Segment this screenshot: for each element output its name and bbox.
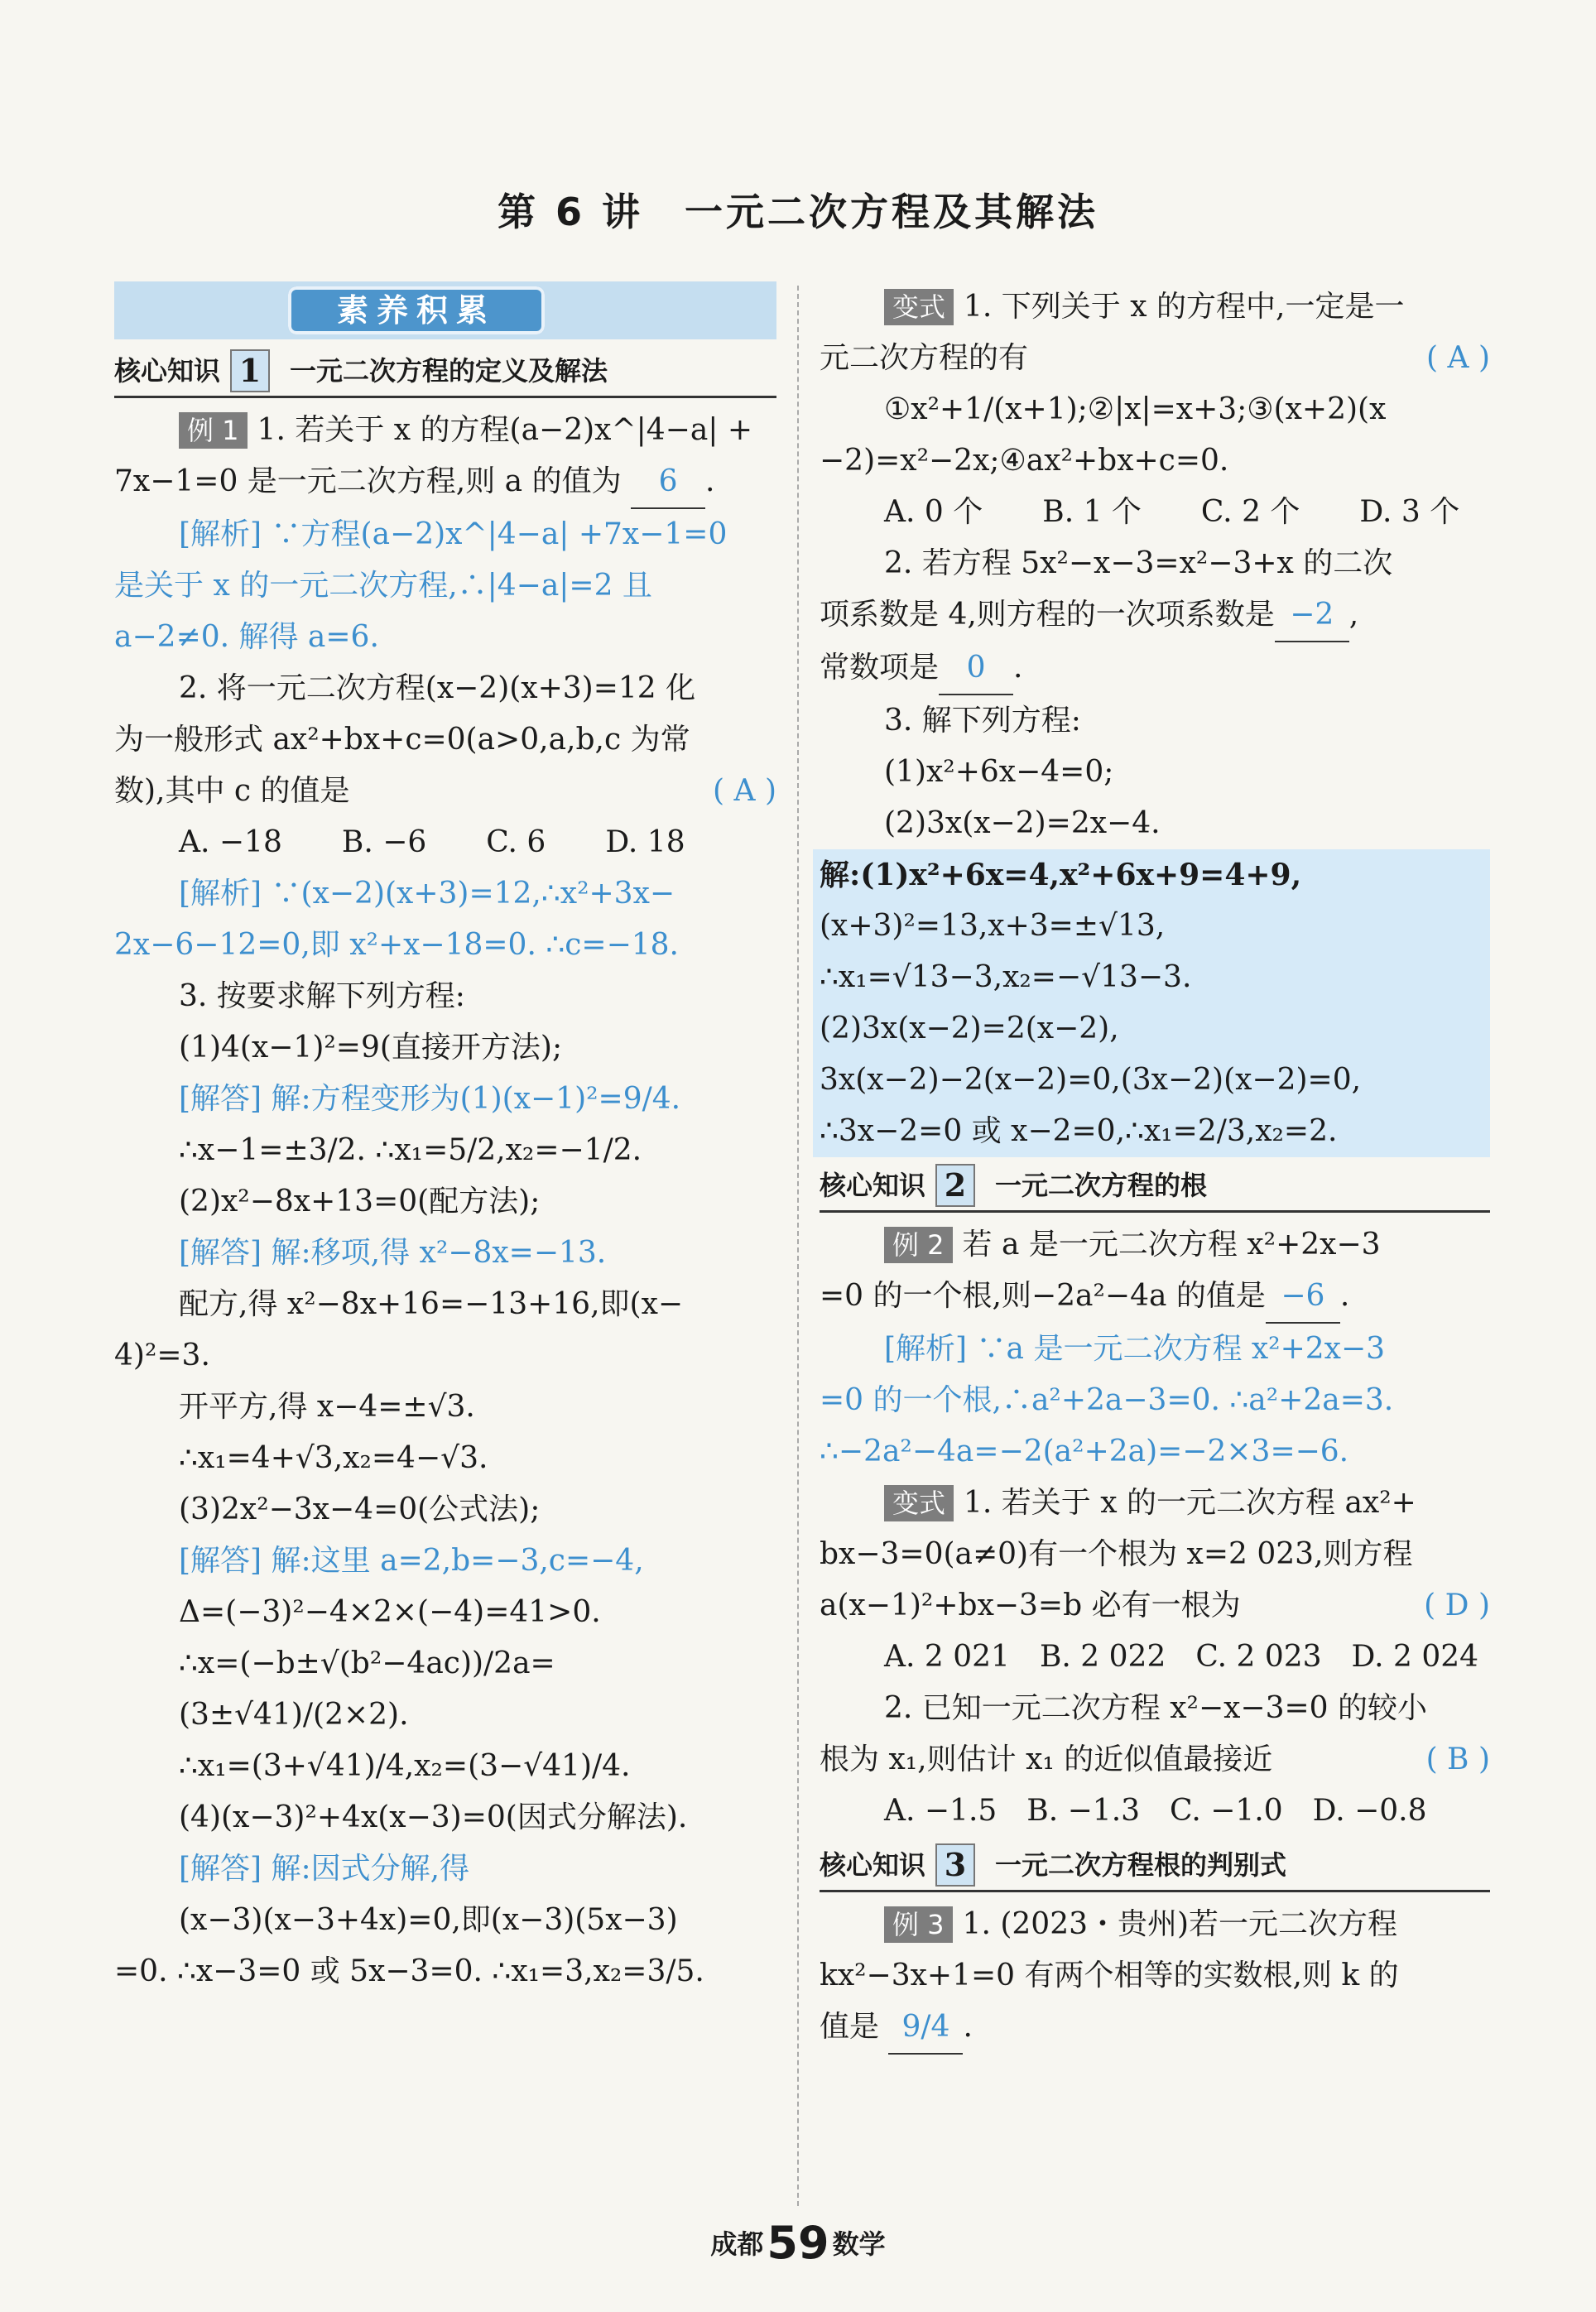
solution-line: [解答] 解:方程变形为(1)(x−1)²=9/4.: [179, 1082, 681, 1116]
page-footer: [0, 2217, 1596, 2269]
text-span: 根为 x₁,则估计 x₁ 的近似值最接近: [820, 1742, 1273, 1776]
knowledge-title: 一元二次方程的定义及解法: [290, 355, 608, 387]
text-line: 1. 若关于 x 的方程(a−2)x^|4−a| +: [257, 413, 753, 447]
choice-answer: ( B ): [1425, 1742, 1490, 1776]
answer-blank: −6: [1266, 1271, 1340, 1324]
text-line: 2. 将一元二次方程(x−2)(x+3)=12 化: [179, 671, 696, 705]
choice-answer: ( D ): [1424, 1589, 1490, 1622]
banner-label: 素养积累: [288, 286, 545, 334]
left-column: [114, 281, 776, 1997]
text-line: [820, 1734, 1490, 1786]
text-line: kx²−3x+1=0 有两个相等的实数根,则 k 的: [820, 1959, 1399, 1992]
answer-blank: 0: [939, 642, 1013, 695]
solution-line: ∴x₁=√13−3,x₂=−√13−3.: [820, 960, 1192, 994]
text-line: 2. 已知一元二次方程 x²−x−3=0 的较小: [884, 1691, 1428, 1725]
solution-line: 配方,得 x²−8x+16=−13+16,即(x−: [179, 1287, 684, 1321]
analysis-line: =0 的一个根,∴a²+2a−3=0. ∴a²+2a=3.: [820, 1383, 1394, 1417]
solution-line: [解答] 解:因式分解,得: [179, 1852, 470, 1886]
solution-line: ∴x=(−b±√(b²−4ac))/2a=(3±√41)/(2×2).: [179, 1646, 555, 1732]
footer-city: 成都: [710, 2228, 764, 2260]
choice-answer: ( A ): [1426, 341, 1490, 375]
solution-line: 4)²=3.: [114, 1339, 210, 1372]
analysis-line: a−2≠0. 解得 a=6.: [114, 620, 379, 654]
text-span: 7x−1=0 是一元二次方程,则 a 的值为: [114, 464, 622, 498]
page-number: 59: [767, 2217, 829, 2269]
options-line: A. −1.5 B. −1.3 C. −1.0 D. −0.8: [884, 1794, 1427, 1828]
analysis-line: [解析] ∵a 是一元二次方程 x²+2x−3: [884, 1332, 1386, 1366]
answer-blank: 9/4: [888, 2002, 963, 2055]
knowledge-header-2: [820, 1162, 1490, 1213]
knowledge-header-1: [114, 348, 776, 398]
solution-line: ∴x₁=(3+√41)/4,x₂=(3−√41)/4.: [179, 1749, 631, 1783]
text-line: (2)3x(x−2)=2x−4.: [884, 806, 1161, 840]
knowledge-title: 一元二次方程的根: [995, 1170, 1208, 1201]
solution-box: [813, 849, 1490, 1157]
solution-line: ∴x₁=4+√3,x₂=4−√3.: [179, 1441, 488, 1475]
analysis-line: ∴−2a²−4a=−2(a²+2a)=−2×3=−6.: [820, 1435, 1349, 1468]
analysis-line: 2x−6−12=0,即 x²+x−18=0. ∴c=−18.: [114, 928, 679, 962]
text-line: 3. 解下列方程:: [884, 704, 1081, 738]
text-line: [820, 333, 1490, 384]
text-span: 常数项是: [820, 651, 940, 685]
solution-line: (x+3)²=13,x+3=±√13,: [820, 909, 1166, 943]
knowledge-header-3: [820, 1842, 1490, 1892]
solution-line: ∴x−1=±3/2. ∴x₁=5/2,x₂=−1/2.: [179, 1133, 642, 1167]
text-line: 7x−1=0 是一元二次方程,则 a 的值为 6 .: [114, 456, 776, 509]
analysis-line: [解析] ∵(x−2)(x+3)=12,∴x²+3x−: [179, 877, 675, 911]
knowledge-label: 核心知识: [820, 1170, 926, 1201]
page-title: 第 6 讲 一元二次方程及其解法: [497, 190, 1099, 234]
variant-2-q1: [820, 1478, 1490, 1529]
text-span: 数),其中 c 的值是: [114, 774, 350, 808]
knowledge-number: 1: [230, 349, 270, 392]
options-line: A. 2 021 B. 2 022 C. 2 023 D. 2 024: [884, 1640, 1479, 1674]
text-line: 项系数是 4,则方程的一次项系数是 −2 ,: [820, 589, 1490, 642]
choice-answer: ( A ): [713, 774, 776, 808]
solution-line: Δ=(−3)²−4×2×(−4)=41>0.: [179, 1595, 601, 1629]
text-line: −2)=x²−2x;④ax²+bx+c=0.: [820, 444, 1229, 478]
text-line: (2)x²−8x+13=0(配方法);: [179, 1185, 541, 1218]
options-line: A. −18 B. −6 C. 6 D. 18: [179, 825, 685, 859]
analysis-line: [解析] ∵方程(a−2)x^|4−a| +7x−1=0: [179, 517, 728, 551]
solution-line: (2)3x(x−2)=2(x−2),: [820, 1012, 1119, 1045]
answer-blank: 6: [631, 456, 705, 509]
example-2-q: [820, 1219, 1490, 1271]
text-line: 3. 按要求解下列方程:: [179, 979, 465, 1013]
text-span: 项系数是 4,则方程的一次项系数是: [820, 598, 1275, 632]
text-line: [114, 766, 776, 817]
text-span: 若 a 是一元二次方程 x²+2x−3: [962, 1228, 1381, 1262]
knowledge-title: 一元二次方程根的判别式: [995, 1849, 1287, 1881]
solution-line: (x−3)(x−3+4x)=0,即(x−3)(5x−3): [179, 1903, 678, 1937]
variant-tag: 变式: [884, 1485, 954, 1521]
column-divider: [797, 286, 799, 2206]
text-line: (3)2x²−3x−4=0(公式法);: [179, 1492, 541, 1526]
footer-subject: 数学: [832, 2228, 886, 2260]
text-line: bx−3=0(a≠0)有一个根为 x=2 023,则方程: [820, 1537, 1413, 1571]
knowledge-number: 3: [935, 1843, 975, 1887]
text-line: 值是 9/4 .: [820, 2002, 1490, 2055]
knowledge-label: 核心知识: [820, 1849, 926, 1881]
text-line: (4)(x−3)²+4x(x−3)=0(因式分解法).: [179, 1800, 688, 1834]
text-span: 1. (2023・贵州)若一元二次方程: [962, 1907, 1398, 1941]
answer-blank: −2: [1275, 589, 1349, 642]
example-tag: 例 3: [884, 1906, 953, 1943]
text-line: ①x²+1/(x+1);②|x|=x+3;③(x+2)(x: [884, 392, 1387, 426]
right-column: [820, 281, 1490, 2055]
solution-line: 3x(x−2)−2(x−2)=0,(3x−2)(x−2)=0,: [820, 1063, 1362, 1097]
text-line: 2. 若方程 5x²−x−3=x²−3+x 的二次: [884, 546, 1393, 580]
solution-line: ∴3x−2=0 或 x−2=0,∴x₁=2/3,x₂=2.: [820, 1114, 1338, 1148]
solution-line: [解答] 解:移项,得 x²−8x=−13.: [179, 1236, 607, 1270]
text-line: 常数项是 0 .: [820, 642, 1490, 695]
text-line: [820, 1580, 1490, 1632]
variant-tag: 变式: [884, 289, 954, 325]
text-line: (1)4(x−1)²=9(直接开方法);: [179, 1031, 563, 1065]
knowledge-number: 2: [935, 1164, 975, 1207]
text-span: 值是: [820, 2010, 880, 2044]
text-line: =0 的一个根,则−2a²−4a 的值是 −6 .: [820, 1271, 1490, 1324]
text-line: 为一般形式 ax²+bx+c=0(a>0,a,b,c 为常: [114, 723, 690, 757]
options-line: A. 0 个 B. 1 个 C. 2 个 D. 3 个: [884, 495, 1460, 529]
example-tag: 例 1: [179, 412, 248, 449]
text-line: (1)x²+6x−4=0;: [884, 755, 1114, 789]
section-banner: [114, 281, 776, 339]
text-span: a(x−1)²+bx−3=b 必有一根为: [820, 1589, 1241, 1622]
knowledge-label: 核心知识: [114, 355, 221, 387]
example-tag: 例 2: [884, 1227, 953, 1263]
example-1-q1: [114, 405, 776, 456]
variant-1-q1: [820, 281, 1490, 333]
solution-line: =0. ∴x−3=0 或 5x−3=0. ∴x₁=3,x₂=3/5.: [114, 1954, 704, 1988]
example-3-q: [820, 1899, 1490, 1950]
text-span: 1. 下列关于 x 的方程中,一定是一: [964, 290, 1405, 324]
text-span: 元二次方程的有: [820, 341, 1029, 375]
solution-line: [解答] 解:这里 a=2,b=−3,c=−4,: [179, 1544, 644, 1578]
solution-line: 开平方,得 x−4=±√3.: [179, 1390, 475, 1424]
text-span: =0 的一个根,则−2a²−4a 的值是: [820, 1279, 1266, 1313]
text-span: 1. 若关于 x 的一元二次方程 ax²+: [964, 1486, 1416, 1520]
solution-line: 解:(1)x²+6x=4,x²+6x+9=4+9,: [820, 858, 1302, 892]
analysis-line: 是关于 x 的一元二次方程,∴|4−a|=2 且: [114, 569, 652, 603]
